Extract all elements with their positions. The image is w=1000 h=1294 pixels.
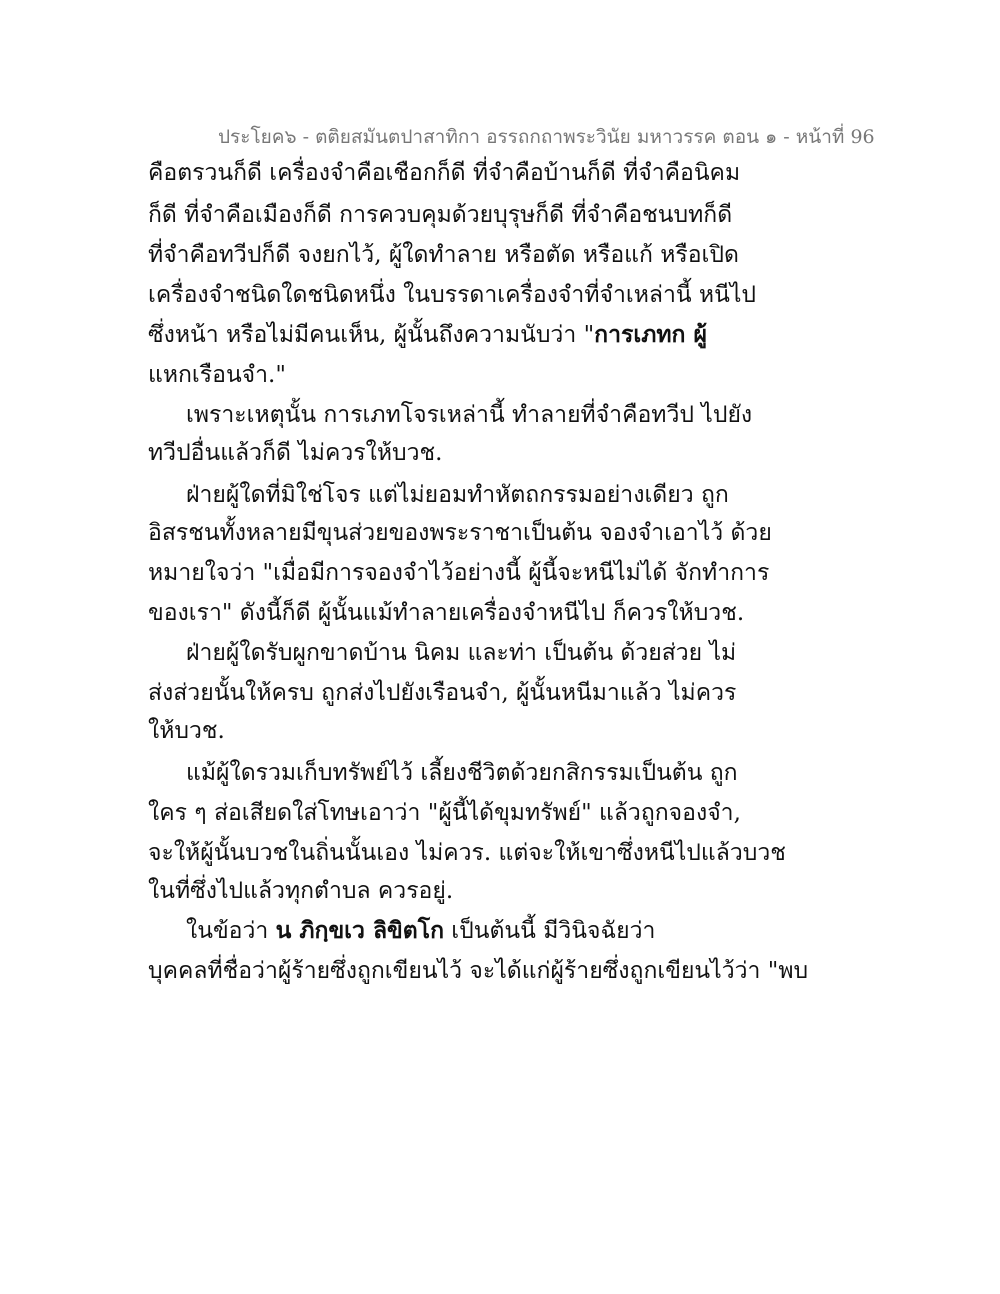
text-line: ในที่ซึ่งไปแล้วทุกตำบล ควรอยู่. — [148, 878, 454, 904]
paragraph-first-line: ฝ่ายผู้ใดที่มิใช่โจร แต่ไม่ยอมทำหัตถกรรมอย่างเดียว ถูก — [186, 482, 729, 508]
text-line — [148, 320, 708, 350]
page-header: ประโยค๖ - ตติยสมันตปาสาทิกา อรรถกถาพระวินัย มหาวรรค ตอน ๑ - หน้าที่ 96 — [218, 126, 875, 148]
paragraph-first-line: แม้ผู้ใดรวมเก็บทรัพย์ไว้ เลี้ยงชีวิตด้วยกสิกรรมเป็นต้น ถูก — [186, 760, 738, 786]
text-line: ส่งส่วยนั้นให้ครบ ถูกส่งไปยังเรือนจำ, ผู้นั้นหนีมาแล้ว ไม่ควร — [148, 680, 737, 706]
text-line: ใคร ๆ ส่อเสียดใส่โทษเอาว่า "ผู้นี้ได้ขุมทรัพย์" แล้วถูกจองจำ, — [148, 800, 741, 826]
text-line: ของเรา" ดังนี้ก็ดี ผู้นั้นแม้ทำลายเครื่องจำหนีไป ก็ควรให้บวช. — [148, 600, 745, 626]
paragraph-first-line: เพราะเหตุนั้น การเภทโจรเหล่านี้ ทำลายที่จำคือทวีป ไปยัง — [186, 402, 753, 428]
text-line: คือตรวนก็ดี เครื่องจำคือเชือกก็ดี ที่จำคือบ้านก็ดี ที่จำคือนิคม — [148, 160, 741, 186]
text-span: ในข้อว่า — [186, 918, 276, 944]
text-line: หมายใจว่า "เมื่อมีการจองจำไว้อย่างนี้ ผู้นี้จะหนีไม่ได้ จักทำการ — [148, 560, 770, 586]
text-span: ซึ่งหน้า หรือไม่มีคนเห็น, ผู้นั้นถึงความนับว่า " — [148, 322, 595, 348]
text-span: เป็นต้นนี้ มีวินิจฉัยว่า — [444, 918, 656, 944]
text-line: ก็ดี ที่จำคือเมืองก็ดี การควบคุมด้วยบุรุษก็ดี ที่จำคือชนบทก็ดี — [148, 202, 733, 228]
text-line: ที่จำคือทวีปก็ดี จงยกไว้, ผู้ใดทำลาย หรือตัด หรือแก้ หรือเปิด — [148, 242, 739, 268]
bold-term: การเภทก ผู้ — [594, 321, 707, 348]
text-line: บุคคลที่ชื่อว่าผู้ร้ายซึ่งถูกเขียนไว้ จะได้แก่ผู้ร้ายซึ่งถูกเขียนไว้ว่า "พบ — [148, 958, 809, 984]
text-line: แหกเรือนจำ." — [148, 362, 286, 388]
text-line: จะให้ผู้นั้นบวชในถิ่นนั้นเอง ไม่ควร. แต่จะให้เขาซึ่งหนีไปแล้วบวช — [148, 840, 786, 866]
paragraph-first-line — [186, 916, 746, 946]
text-line: ทวีปอื่นแล้วก็ดี ไม่ควรให้บวช. — [148, 440, 443, 466]
paragraph-first-line: ฝ่ายผู้ใดรับผูกขาดบ้าน นิคม และท่า เป็นต้น ด้วยส่วย ไม่ — [186, 640, 737, 666]
bold-term: น ภิกฺขเว ลิขิตโก — [275, 917, 444, 944]
text-line: อิสรชนทั้งหลายมีขุนส่วยของพระราชาเป็นต้น จองจำเอาไว้ ด้วย — [148, 520, 772, 546]
text-line: เครื่องจำชนิดใดชนิดหนึ่ง ในบรรดาเครื่องจำที่จำเหล่านี้ หนีไป — [148, 282, 756, 308]
text-line: ให้บวช. — [148, 718, 225, 744]
